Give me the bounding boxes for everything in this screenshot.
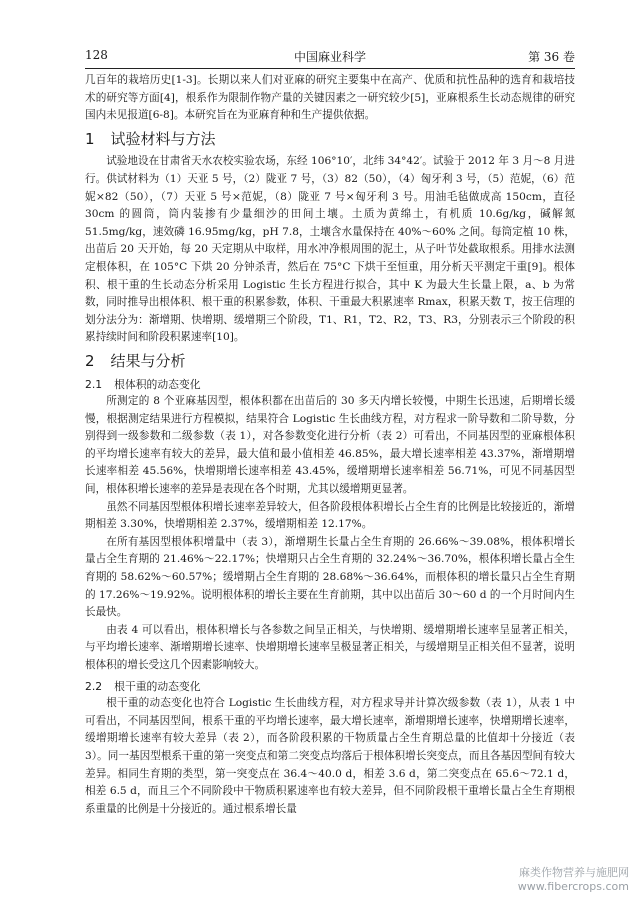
subsection-number: 2.1 bbox=[85, 377, 103, 391]
subsection-title: 根体积的动态变化 bbox=[114, 377, 201, 391]
subsection-title: 根干重的动态变化 bbox=[114, 679, 201, 693]
volume-label: 第 36 卷 bbox=[528, 50, 575, 64]
watermark-url: www.fibercrops.com bbox=[517, 880, 629, 893]
section-number: 2 bbox=[85, 351, 95, 370]
watermark bbox=[518, 864, 629, 893]
section-heading-1 bbox=[85, 131, 575, 149]
journal-title: 中国麻业科学 bbox=[293, 50, 366, 64]
header-rule bbox=[85, 68, 575, 69]
subsection-number: 2.2 bbox=[85, 679, 103, 693]
section-title: 试验材料与方法 bbox=[110, 129, 216, 148]
results-paragraph: 虽然不同基因型根体积增长速率差异较大，但各阶段根体积增长占全生育的比例是比较接近的，渐增期相差 3.30%，快增期相差 2.37%，缓增期相差 12.17%。 bbox=[85, 500, 575, 531]
page-header bbox=[85, 48, 575, 66]
watermark-site-name: 麻类作物营养与施肥网 bbox=[519, 866, 629, 879]
results-paragraph: 所测定的 8 个亚麻基因型，根体积都在出苗后的 30 多天内增长较慢，中期生长迅速，后期增长缓慢，根据测定结果进行方程模拟，结果符合 Logistic 生长曲线方程，对方程求一阶导数和二阶导数，分别得到一级参数和二级参数（表 1），对各参数变化进行分析（表 2）可看出，不同基因型的亚麻根体积的平均增长速率有较大的差异，最大值和最小值相差 46.85%，最大增长速率相差 43.37%，渐增期增长速率相差 45.56%，快增期增长速率相差 43.45%，缓增期增长速率相差 56.71%，可见不同基因型间，根体积增长速率的差异是表现在各个时期，尤其以缓增期更显著。 bbox=[85, 395, 575, 496]
results-paragraph: 由表 4 可以看出，根体积增长与各参数之间呈正相关，与快增期、缓增期增长速率呈显著正相关，与平均增长速率、渐增期增长速率、快增期增长速率呈极显著正相关，与缓增期呈正相关但不显著，说明根体积的增长受这几个因素影响较大。 bbox=[85, 623, 575, 671]
subsection-heading-2-1 bbox=[85, 376, 575, 394]
page-number: 128 bbox=[85, 48, 108, 62]
methods-paragraph: 试验地设在甘肃省天水农校实验农场，东经 106°10′，北纬 34°42′。试验于 2012 年 3 月～8 月进行。供试材料为（1）天亚 5 号，（2）陇亚 7 号，（3）82（50），（4）匈牙利 3 号，（5）范妮，（6）范妮×82（50），（7）天亚 5 号×范妮，（8）陇亚 7 号×匈牙利 3 号。用油毛毡做成高 150cm，直径 30cm 的圆筒，筒内装掺有少量细沙的田间土壤。土质为黄绵土，有机质 10.6g/kg，碱解氮 51.5mg/kg，速效磷 16.95mg/kg，pH 7.8，土壤含水量保持在 40%～60% 之间。每筒定植 10 株，出苗后 20 天开始，每 20 天定期从中取样，用水冲净根周围的泥土，从子叶节处截取根系。用排水法测定根体积，在 105°C 下烘 20 分钟杀青，然后在 75°C 下烘干至恒重，用分析天平测定干重[9]。根体积、根干重的生长动态分析采用 Logistic 生长方程进行拟合，其中 K 为最大生长量上限，a、b 为常数，同时推导出根体积、根干重的积累参数，体积、干重最大积累速率 Rmax，积累天数 T，按王信理的划分法分为：渐增期、快增期、缓增期三个阶段，T1、R1，T2、R2，T3、R3，分别表示三个阶段的积累持续时间和阶段积累速率[10]。 bbox=[85, 155, 575, 344]
subsection-heading-2-2 bbox=[85, 678, 575, 696]
section-title: 结果与分析 bbox=[110, 351, 186, 370]
section-number: 1 bbox=[85, 129, 95, 148]
results-paragraph: 在所有基因型根体积增量中（表 3），渐增期生长量占全生育期的 26.66%～39.08%，根体积增长量占全生育期的 21.46%～22.17%；快增期只占全生育期的 32.24%～36.70%，根体积增长量占全生育期的 58.62%～60.57%；缓增期占全生育期的 28.68%～36.64%，而根体积的增长量只占全生育期的 17.26%～19.92%。说明根体积的增长主要在生育前期，其中以出苗后 30～60 d 的一个月时间内生长最快。 bbox=[85, 535, 575, 619]
section-heading-2 bbox=[85, 353, 575, 371]
page-body bbox=[85, 72, 575, 818]
results-paragraph: 根干重的动态变化也符合 Logistic 生长曲线方程，对方程求导并计算次级参数（表 1），从表 1 中可看出，不同基因型间，根系干重的平均增长速率，最大增长速率，渐增期增长速率，快增期增长速率，缓增期增长速率有较大差异（表 2），而各阶段积累的干物质量占全生育期总量的比值却十分接近（表 3）。同一基因型根系干重的第一突变点和第二突变点均落后于根体积增长突变点，而且各基因型间有较大差异。相同生育期的类型，第一突变点在 36.4～40.0 d，相差 3.6 d，第二突变点在 65.6～72.1 d，相差 6.5 d，而且三个不同阶段中干物质积累速率也有较大差异，但不同阶段根干重增长量占全生育期根系重量的比例是十分接近的。通过根系增长量 bbox=[85, 697, 575, 815]
intro-paragraph: 几百年的栽培历史[1-3]。长期以来人们对亚麻的研究主要集中在高产、优质和抗性品种的选育和栽培技术的研究等方面[4]，根系作为限制作物产量的关键因素之一研究较少[5]，亚麻根系生长动态规律的研究国内未见报道[6-8]。本研究旨在为亚麻育种和生产提供依据。 bbox=[85, 74, 575, 122]
